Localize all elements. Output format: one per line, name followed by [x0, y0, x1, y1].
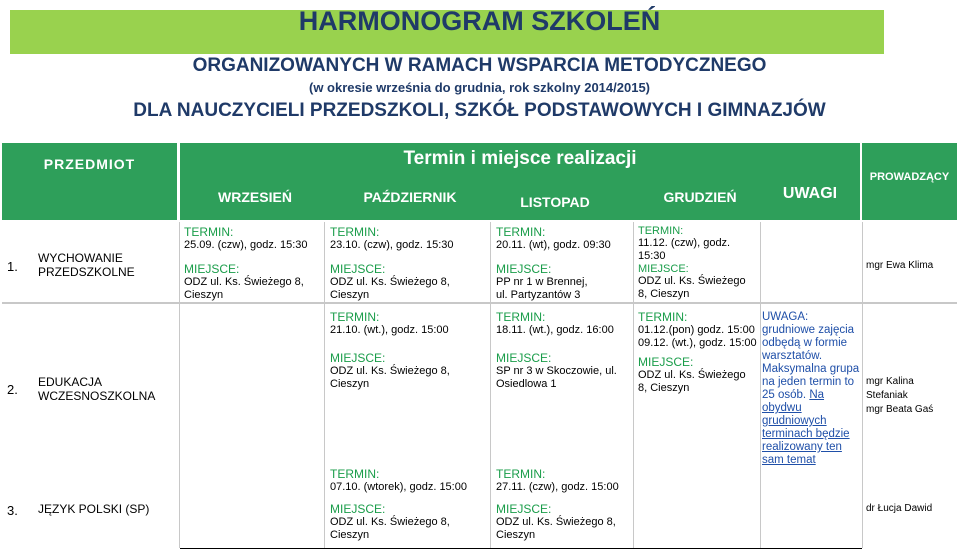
- subject-name: JĘZYK POLSKI (SP): [38, 502, 150, 516]
- place-label: MIEJSCE:: [184, 262, 240, 276]
- term-label: TERMIN:: [638, 225, 684, 237]
- notes-label: UWAGA:: [762, 311, 809, 323]
- term-label: TERMIN:: [184, 225, 234, 239]
- column-divider: [179, 222, 180, 548]
- place-label: MIEJSCE:: [638, 263, 689, 275]
- instructor-name: dr Łucja Dawid: [866, 503, 933, 514]
- place-value: PP nr 1 w Brennej, ul. Partyzantów 3: [496, 276, 588, 301]
- row-number: 1.: [7, 259, 18, 274]
- header-nov: LISTOPAD: [520, 194, 590, 210]
- instructor-name-1: mgr Kalina Stefaniak: [866, 376, 914, 401]
- place-value: ODZ ul. Ks. Świeżego 8, Cieszyn: [330, 276, 450, 301]
- term-value: 23.10. (czw), godz. 15:30: [330, 239, 454, 251]
- place-value: ODZ ul. Ks. Świeżego 8, Cieszyn: [496, 516, 616, 541]
- row-number: 3.: [7, 503, 18, 518]
- place-label: MIEJSCE:: [496, 502, 552, 516]
- term-value: 25.09. (czw), godz. 15:30: [184, 239, 308, 251]
- place-label: MIEJSCE:: [638, 355, 694, 369]
- term-label: TERMIN:: [330, 310, 380, 324]
- place-label: MIEJSCE:: [496, 262, 552, 276]
- column-divider: [490, 222, 491, 548]
- header-term-group: Termin i miejsce realizacji: [180, 143, 860, 220]
- place-value: ODZ ul. Ks. Świeżego 8, Cieszyn: [184, 276, 304, 301]
- term-value-2: 09.12. (wt.), godz. 15:00: [638, 337, 757, 349]
- dec-cell: [638, 310, 758, 395]
- term-label: TERMIN:: [496, 467, 546, 481]
- row-divider: [2, 302, 957, 304]
- row-number: 2.: [7, 382, 18, 397]
- term-value-1: 01.12.(pon) godz. 15:00: [638, 324, 755, 336]
- oct-cell: [330, 310, 488, 391]
- oct-cell: [330, 467, 488, 542]
- column-divider: [760, 222, 761, 548]
- term-value: 07.10. (wtorek), godz. 15:00: [330, 481, 467, 493]
- term-label: TERMIN:: [496, 225, 546, 239]
- term-value: 18.11. (wt.), godz. 16:00: [496, 324, 614, 336]
- notes-underlined: Na obydwu grudniowych terminach będzie realizowany ten sam temat: [762, 389, 850, 466]
- term-label: TERMIN:: [496, 310, 546, 324]
- page-title: HARMONOGRAM SZKOLEŃ: [298, 6, 661, 36]
- header-oct: PAŹDZIERNIK: [363, 189, 457, 205]
- subtitle-3: DLA NAUCZYCIELI PRZEDSZKOLI, SZKÓŁ PODSTAWOWYCH I GIMNAZJÓW: [133, 100, 826, 121]
- place-label: MIEJSCE:: [496, 351, 552, 365]
- dec-cell: [638, 225, 756, 301]
- header-subject: PRZEDMIOT: [2, 143, 177, 220]
- term-value: 20.11. (wt), godz. 09:30: [496, 239, 611, 251]
- column-divider: [862, 222, 863, 548]
- term-label: TERMIN:: [638, 310, 688, 324]
- notes-text: grudniowe zajęcia odbędą w formie warsztatów. Maksymalna grupa na jeden termin to 25 osób.: [762, 324, 860, 401]
- term-value: 27.11. (czw), godz. 15:00: [496, 481, 619, 493]
- place-label: MIEJSCE:: [330, 502, 386, 516]
- subtitle-1: ORGANIZOWANYCH W RAMACH WSPARCIA METODYCZNEGO: [192, 55, 767, 76]
- table-bottom-border: [180, 548, 862, 549]
- header-dec: GRUDZIEŃ: [663, 189, 737, 205]
- instructor-name-2: mgr Beata Gaś: [866, 404, 934, 415]
- term-label: TERMIN:: [330, 467, 380, 481]
- sep-cell: [184, 225, 319, 302]
- place-value: SP nr 3 w Skoczowie, ul. Osiedlowa 1: [496, 365, 617, 390]
- subtitle-2: (w okresie września do grudnia, rok szkolny 2014/2015): [308, 80, 651, 95]
- place-label: MIEJSCE:: [330, 351, 386, 365]
- oct-cell: [330, 225, 488, 302]
- column-divider: [324, 222, 325, 548]
- place-value: ODZ ul. Ks. Świeżego 8, Cieszyn: [330, 365, 450, 390]
- header-sep: WRZESIEŃ: [218, 189, 292, 205]
- term-label: TERMIN:: [330, 225, 380, 239]
- place-label: MIEJSCE:: [330, 262, 386, 276]
- header-notes: UWAGI: [782, 185, 838, 202]
- subject-name: WYCHOWANIE PRZEDSZKOLNE: [38, 251, 135, 279]
- term-value: 11.12. (czw), godz. 15:30: [638, 237, 731, 262]
- instructor-name: mgr Ewa Klima: [866, 260, 934, 271]
- place-value: ODZ ul. Ks. Świeżego 8, Cieszyn: [638, 369, 746, 394]
- nov-cell: [496, 225, 631, 302]
- nov-cell: [496, 310, 631, 391]
- term-value: 21.10. (wt.), godz. 15:00: [330, 324, 449, 336]
- nov-cell: [496, 467, 631, 542]
- header-instructor: PROWADZĄCY: [862, 143, 957, 220]
- place-value: ODZ ul. Ks. Świeżego 8, Cieszyn: [638, 275, 746, 300]
- column-divider: [633, 222, 634, 548]
- subject-name: EDUKACJA WCZESNOSZKOLNA: [38, 375, 156, 403]
- notes-cell: [762, 311, 860, 467]
- place-value: ODZ ul. Ks. Świeżego 8, Cieszyn: [330, 516, 450, 541]
